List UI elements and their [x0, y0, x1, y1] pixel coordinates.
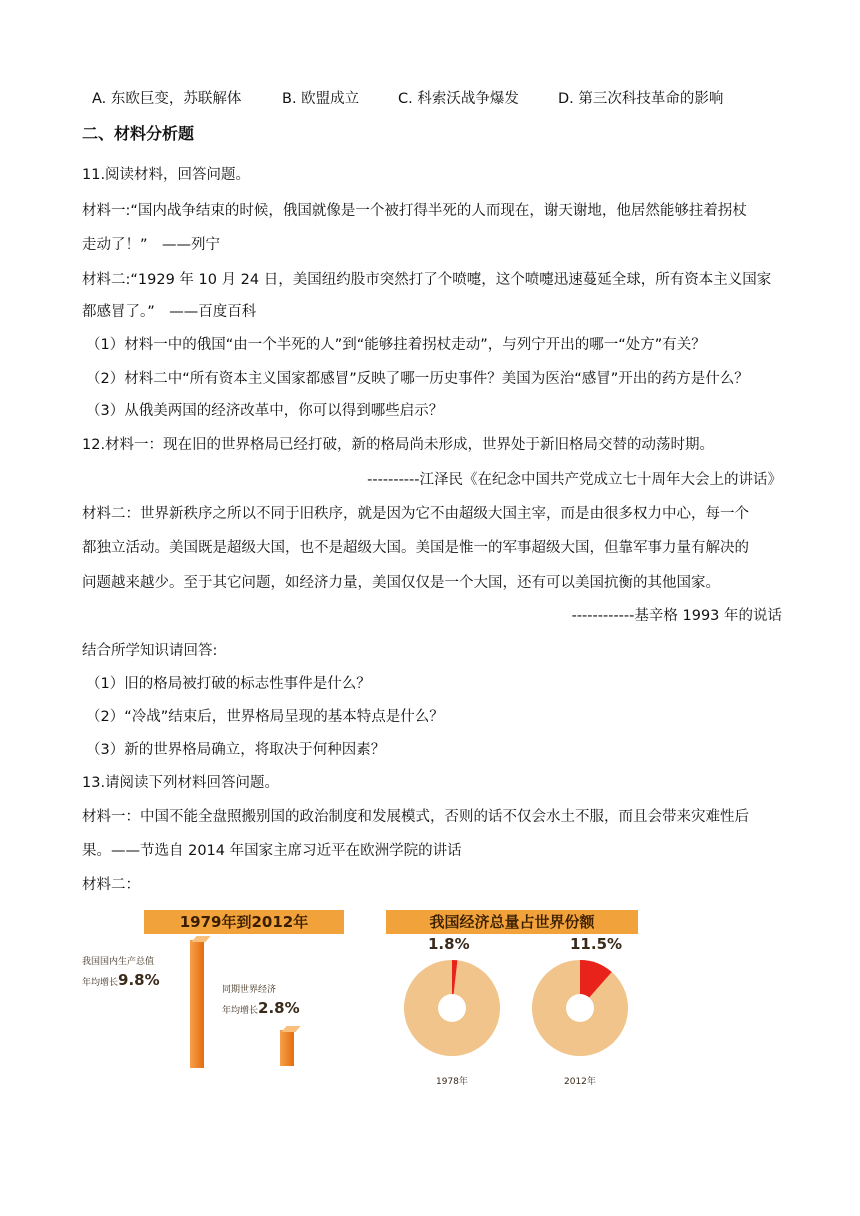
china-gdp-label-line2: 年均增长 — [82, 978, 119, 988]
q12-prompt: 结合所学知识请回答: — [82, 643, 218, 659]
pie2-value: 11.5% — [570, 935, 623, 953]
answer-options — [92, 89, 723, 109]
china-growth-bar-top — [191, 936, 210, 942]
q12-material2-line1: 材料二：世界新秩序之所以不同于旧秩序，就是因为它不由超级大国主宰，而是由很多权力中心，每一个 — [82, 506, 749, 522]
share-infographic — [386, 910, 646, 1090]
q13-stem: 13.请阅读下列材料回答问题。 — [82, 775, 280, 791]
q12-question1: （1）旧的格局被打破的标志性事件是什么？ — [86, 676, 371, 692]
q11-question1: （1）材料一中的俄国“由一个半死的人”到“能够拄着拐杖走动”，与列宁开出的哪一“处方”有关？ — [86, 337, 706, 353]
q12-question2: （2）“冷战”结束后，世界格局呈现的基本特点是什么？ — [86, 709, 444, 725]
pie1-hole — [438, 994, 466, 1022]
world-growth-bar — [280, 1030, 294, 1066]
q12-material2-line2: 都独立活动。美国既是超级大国，也不是超级大国。美国是惟一的军事超级大国，但靠军事力量有解决的 — [82, 540, 749, 556]
section-title: 二、材料分析题 — [82, 124, 195, 143]
growth-infographic — [82, 910, 342, 1070]
pie2-hole — [566, 994, 594, 1022]
china-gdp-label-line1: 我国国内生产总值 — [82, 957, 155, 967]
share-pies — [386, 956, 646, 1066]
q11-material1-line2: 走动了！” ——列宁 — [82, 237, 221, 253]
china-gdp-label — [82, 971, 160, 989]
growth-banner: 1979年到2012年 — [144, 910, 344, 934]
q11-stem: 11.阅读材料，回答问题。 — [82, 167, 251, 183]
q12-material2-source: ------------基辛格 1993 年的说话 — [571, 608, 782, 624]
q13-material1-line2: 果。——节选自 2014 年国家主席习近平在欧洲学院的讲话 — [82, 843, 462, 859]
pie1-value: 1.8% — [428, 935, 470, 953]
q12-question3: （3）新的世界格局确立，将取决于何种因素？ — [86, 742, 386, 758]
q11-material2-line2: 都感冒了。” ——百度百科 — [82, 304, 257, 320]
china-gdp-value: 9.8% — [118, 971, 160, 989]
option-a: A. 东欧巨变，苏联解体 — [92, 91, 242, 107]
option-b: B. 欧盟成立 — [282, 91, 360, 107]
pie1-year: 1978年 — [436, 1077, 468, 1087]
q11-material2-line1: 材料二:“1929 年 10 月 24 日，美国纽约股市突然打了个喷嚏，这个喷嚏迅速蔓延全球，所有资本主义国家 — [82, 272, 772, 288]
world-growth-value: 2.8% — [258, 999, 300, 1017]
world-growth-bar-top — [281, 1026, 300, 1032]
pie2-year: 2012年 — [564, 1077, 596, 1087]
world-growth-label-line2: 年均增长 — [222, 1006, 259, 1016]
q12-material1-source: ----------江泽民《在纪念中国共产党成立七十周年大会上的讲话》 — [367, 472, 782, 488]
q12-material1: 12.材料一：现在旧的世界格局已经打破，新的格局尚未形成，世界处于新旧格局交替的动荡时期。 — [82, 437, 715, 453]
q11-material1-line1: 材料一:“国内战争结束的时候，俄国就像是一个被打得半死的人而现在，谢天谢地，他居然能够拄着拐杖 — [82, 203, 747, 219]
q11-question3: （3）从俄美两国的经济改革中，你可以得到哪些启示？ — [86, 403, 444, 419]
q12-material2-line3: 问题越来越少。至于其它问题，如经济力量，美国仅仅是一个大国，还有可以美国抗衡的其他国家。 — [82, 575, 720, 591]
q13-material1-line1: 材料一：中国不能全盘照搬别国的政治制度和发展模式，否则的话不仅会水土不服，而且会带来灾难性后 — [82, 809, 749, 825]
option-c: C. 科索沃战争爆发 — [398, 91, 519, 107]
world-growth-label — [222, 999, 300, 1017]
q13-material2-label: 材料二： — [82, 877, 140, 893]
share-banner: 我国经济总量占世界份额 — [386, 910, 638, 934]
q11-question2: （2）材料二中“所有资本主义国家都感冒”反映了哪一历史事件？美国为医治“感冒”开出的药方是什么？ — [86, 371, 749, 387]
world-growth-label-line1: 同期世界经济 — [222, 985, 277, 995]
china-growth-bar — [190, 940, 204, 1068]
option-d: D. 第三次科技革命的影响 — [558, 91, 724, 107]
